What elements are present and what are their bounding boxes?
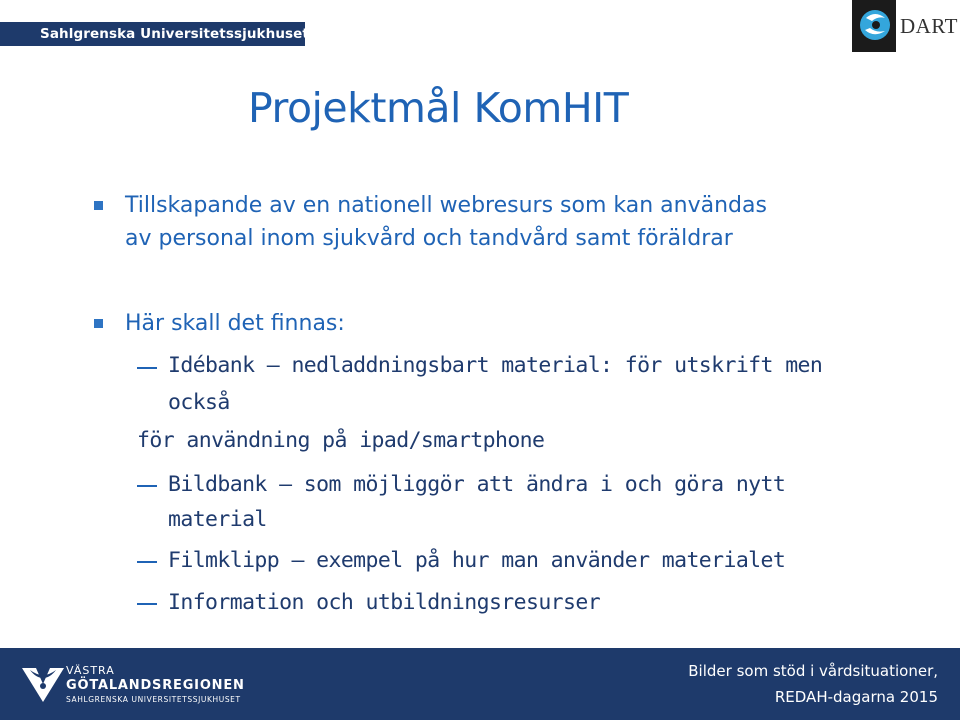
bullet-square-icon [94,319,103,328]
sub-bullet-dash-icon [137,561,157,563]
sub-item-5-line-1: Information och utbildningsresurser [168,590,601,615]
dart-logo-text: DART [900,14,958,38]
dart-logo [852,0,960,52]
bullet-2-line-1: Här skall det finnas: [125,311,345,336]
header-bar [0,22,309,46]
sub-item-2-line-1: för användning på ipad/smartphone [137,428,545,453]
vgr-emblem-icon [20,664,66,704]
region-line-3: SAHLGRENSKA UNIVERSITETSSJUKHUSET [66,695,241,704]
sub-bullet-dash-icon [137,367,157,369]
sub-item-3-line-1: Bildbank – som möjliggör att ändra i och göra nytt [168,472,786,497]
bullet-square-icon [94,201,103,210]
region-line-2: GÖTALANDSREGIONEN [66,678,245,693]
org-name: Sahlgrenska Universitetssjukhuset [40,26,309,42]
bullet-1-line-1: Tillskapande av en nationell webresurs som kan användas [125,193,767,218]
sub-item-3-line-2: material [168,507,267,532]
sub-item-1-line-1: Idébank – nedladdningsbart material: för utskrift men [168,353,823,378]
region-line-1: VÄSTRA [66,664,115,677]
footer-bar [0,648,960,720]
sub-bullet-dash-icon [137,485,157,487]
bullet-1-line-2: av personal inom sjukvård och tandvård samt föräldrar [125,226,733,251]
vgr-logo [14,656,274,712]
page-title: Projektmål KomHIT [248,84,629,132]
dart-mark-icon [852,0,896,52]
footer-caption-line-1: Bilder som stöd i vårdsituationer, [688,662,938,680]
footer-caption-line-2: REDAH-dagarna 2015 [774,688,938,706]
sub-bullet-dash-icon [137,603,157,605]
sub-item-1-line-2: också [168,390,230,415]
sub-item-4-line-1: Filmklipp – exempel på hur man använder materialet [168,548,786,573]
